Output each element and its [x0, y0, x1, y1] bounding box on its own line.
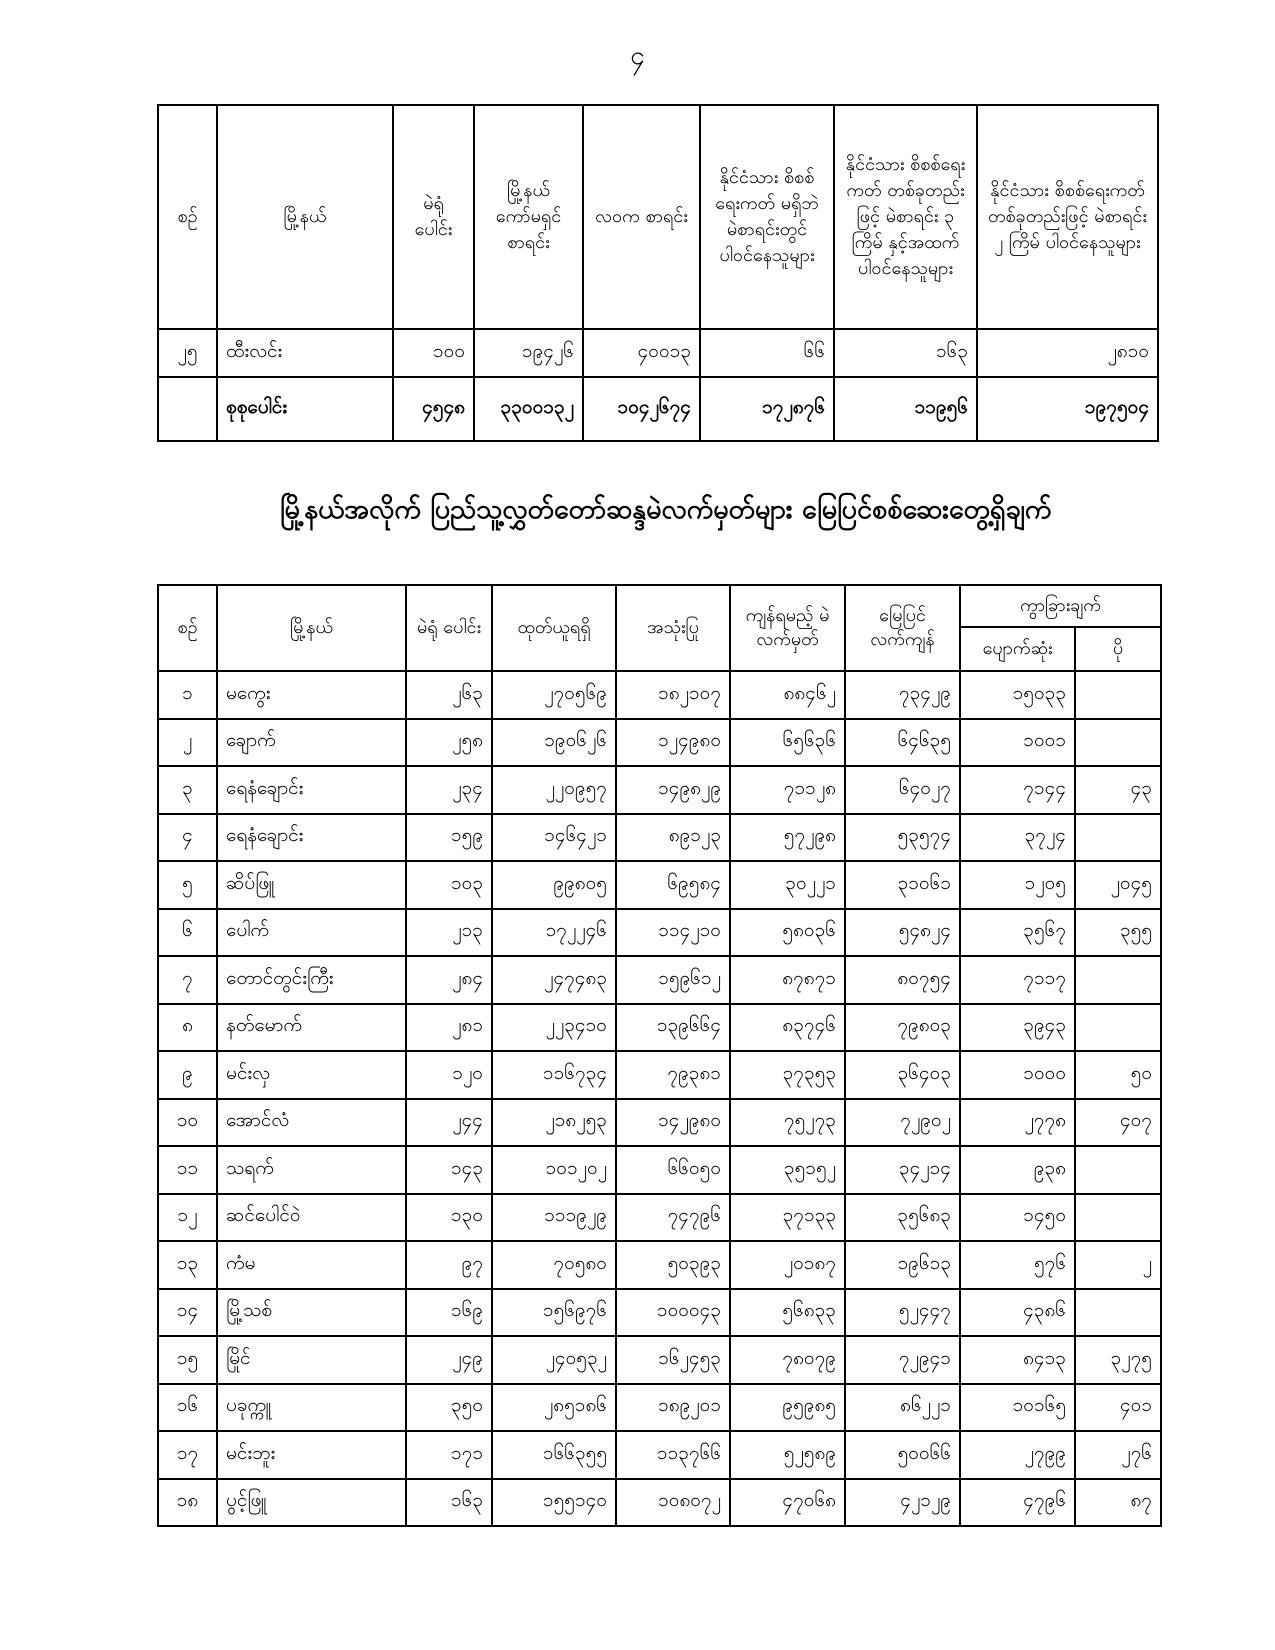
cell-township: မြိုင်	[217, 1336, 406, 1384]
cell-value: ၁၆၃	[834, 329, 977, 377]
cell-remaining: ၃၅၁၅၂	[730, 1146, 845, 1194]
cell-excess	[1075, 956, 1161, 1004]
cell-polling-stations: ၁၃၀	[406, 1194, 492, 1242]
table-row	[158, 329, 1158, 377]
cell-used: ၁၁၃၇၆၆	[616, 1431, 730, 1479]
cell-excess	[1075, 671, 1161, 719]
cell-polling-stations: ၁၀၃	[406, 861, 492, 909]
cell-excess: ၅၀	[1075, 1051, 1161, 1099]
cell-remaining: ၆၅၆၃၆	[730, 719, 845, 767]
cell-missing: ၃၅၆၇	[960, 909, 1075, 957]
header-used: အသုံးပြု	[616, 585, 730, 671]
table-row	[158, 814, 1161, 862]
cell-polling-stations: ၃၅၀	[406, 1384, 492, 1432]
table-row	[158, 1194, 1161, 1242]
cell-polling-stations: ၉၇	[406, 1241, 492, 1289]
table-row	[158, 1146, 1161, 1194]
cell-no: ၁၄	[158, 1289, 217, 1337]
cell-polling-stations: ၁၂၀	[406, 1051, 492, 1099]
cell-missing: ၂၇၉၉	[960, 1431, 1075, 1479]
cell-printed: ၁၄၆၄၂၁	[492, 814, 616, 862]
cell-printed: ၂၂၃၄၁၀	[492, 1004, 616, 1052]
cell-no: ၁၅	[158, 1336, 217, 1384]
cell-township: ချောက်	[217, 719, 406, 767]
cell-ground-balance: ၈၀၇၅၄	[845, 956, 960, 1004]
cell-township: ကံမ	[217, 1241, 406, 1289]
section-heading: မြို့နယ်အလိုက် ပြည်သူ့လွှတ်တော်ဆန္ဒမဲလက်မှတ်များ မြေပြင်စစ်ဆေးတွေ့ရှိချက်	[280, 494, 1052, 525]
cell-printed: ၁၅၆၉၇၆	[492, 1289, 616, 1337]
cell-printed: ၁၁၁၉၂၉	[492, 1194, 616, 1242]
cell-used: ၁၈၂၁၀၇	[616, 671, 730, 719]
table-row	[158, 1051, 1161, 1099]
cell-township: ဆင်ပေါင်ဝဲ	[217, 1194, 406, 1242]
cell-township: မြို့သစ်	[217, 1289, 406, 1337]
cell-used: ၁၈၉၂၀၁	[616, 1384, 730, 1432]
cell-value: ၆၆	[700, 329, 834, 377]
cell-excess: ၂၇၆	[1075, 1431, 1161, 1479]
cell-no: ၁၃	[158, 1241, 217, 1289]
cell-used: ၁၅၉၆၁၂	[616, 956, 730, 1004]
cell-township: ရေနံချောင်း	[217, 766, 406, 814]
cell-excess	[1075, 1289, 1161, 1337]
cell-used: ၁၆၂၄၅၃	[616, 1336, 730, 1384]
cell-missing: ၁၀၀၀	[960, 1051, 1075, 1099]
page-number: ၄	[630, 41, 645, 71]
cell-missing: ၇၁၁၇	[960, 956, 1075, 1004]
cell-missing: ၉၃၈	[960, 1146, 1075, 1194]
cell-polling-stations: ၂၁၃	[406, 909, 492, 957]
cell-remaining: ၈၈၄၆၂	[730, 671, 845, 719]
total-value: ၁၇၂၈၇၆	[700, 377, 834, 441]
table-row	[158, 861, 1161, 909]
cell-excess: ၃၅၅	[1075, 909, 1161, 957]
total-value: ၁၁၉၅၆	[834, 377, 977, 441]
cell-township: အောင်လံ	[217, 1099, 406, 1147]
cell-ground-balance: ၅၀၀၆၆	[845, 1431, 960, 1479]
cell-no: ၁၀	[158, 1099, 217, 1147]
cell-missing: ၁၂၀၅	[960, 861, 1075, 909]
cell-missing: ၁၀၀၁	[960, 719, 1075, 767]
cell-used: ၆၆၀၅၀	[616, 1146, 730, 1194]
total-value: ၃၃၀၀၁၃၂	[474, 377, 583, 441]
cell-ground-balance: ၅၃၅၇၄	[845, 814, 960, 862]
cell-ground-balance: ၆၄၆၃၅	[845, 719, 960, 767]
cell-remaining: ၄၇၀၆၈	[730, 1479, 845, 1527]
cell-printed: ၁၁၆၇၃၄	[492, 1051, 616, 1099]
summary-table	[157, 104, 1159, 442]
cell-printed: ၉၉၈၀၅	[492, 861, 616, 909]
cell-polling-stations: ၁၆၉	[406, 1289, 492, 1337]
cell-no: ၅	[158, 861, 217, 909]
cell-excess	[1075, 1146, 1161, 1194]
cell-polling-stations: ၂၃၄	[406, 766, 492, 814]
total-value: ၁၉၇၅၀၄	[977, 377, 1158, 441]
cell-polling-stations: ၂၄၉	[406, 1336, 492, 1384]
cell-remaining: ၈၇၈၇၁	[730, 956, 845, 1004]
cell-remaining: ၅၆၈၃၃	[730, 1289, 845, 1337]
cell-no: ၁၁	[158, 1146, 217, 1194]
cell-remaining: ၇၈၀၇၉	[730, 1336, 845, 1384]
cell-used: ၆၉၅၈၄	[616, 861, 730, 909]
cell-no: ၂	[158, 719, 217, 767]
cell-ground-balance: ၆၄၀၂၇	[845, 766, 960, 814]
cell-printed: ၁၆၆၃၅၅	[492, 1431, 616, 1479]
cell-printed: ၂၄၇၄၈၃	[492, 956, 616, 1004]
cell-township: ပေါက်	[217, 909, 406, 957]
cell-missing: ၃၉၄၃	[960, 1004, 1075, 1052]
header-polling-stations: မဲရုံ ပေါင်း	[393, 105, 474, 329]
cell-value: ၄၀၀၁၃	[583, 329, 700, 377]
cell-missing: ၅၇၆	[960, 1241, 1075, 1289]
cell-no: ၁၆	[158, 1384, 217, 1432]
cell-township: တောင်တွင်းကြီး	[217, 956, 406, 1004]
cell-excess: ၄၀၇	[1075, 1099, 1161, 1147]
table-row	[158, 766, 1161, 814]
cell-polling-stations: ၂၈၁	[406, 1004, 492, 1052]
cell-ground-balance: ၇၃၄၂၉	[845, 671, 960, 719]
cell-printed: ၁၅၅၁၄၀	[492, 1479, 616, 1527]
cell-no: ၁၇	[158, 1431, 217, 1479]
cell-value: ၂၈၁၀	[977, 329, 1158, 377]
cell-excess	[1075, 719, 1161, 767]
cell-excess: ၂	[1075, 1241, 1161, 1289]
cell-remaining: ၉၅၉၈၅	[730, 1384, 845, 1432]
cell-excess	[1075, 1004, 1161, 1052]
header-excess: ပို	[1075, 627, 1161, 671]
table-row	[158, 1289, 1161, 1337]
table-row	[158, 956, 1161, 1004]
cell-printed: ၂၈၅၁၈၆	[492, 1384, 616, 1432]
cell-ground-balance: ၄၂၁၂၉	[845, 1479, 960, 1527]
cell-missing: ၄၃၈၆	[960, 1289, 1075, 1337]
cell-no: ၃	[158, 766, 217, 814]
cell-ground-balance: ၃၅၆၈၃	[845, 1194, 960, 1242]
cell-no: ၂၅	[158, 329, 217, 377]
cell-missing: ၇၁၄၄	[960, 766, 1075, 814]
total-value: ၁၀၄၂၆၇၄	[583, 377, 700, 441]
cell-excess	[1075, 1194, 1161, 1242]
cell-remaining: ၃၇၃၅၃	[730, 1051, 845, 1099]
cell-value: ၁၉၄၂၆	[474, 329, 583, 377]
cell-empty	[158, 377, 217, 441]
cell-township: မကွေး	[217, 671, 406, 719]
cell-excess: ၈၇	[1075, 1479, 1161, 1527]
table-row	[158, 1336, 1161, 1384]
cell-excess: ၂၀၄၅	[1075, 861, 1161, 909]
header-missing: ပျောက်ဆုံး	[960, 627, 1075, 671]
table-row	[158, 909, 1161, 957]
cell-polling-stations: ၂၈၄	[406, 956, 492, 1004]
cell-no: ၁၈	[158, 1479, 217, 1527]
cell-printed: ၁၀၁၂၀၂	[492, 1146, 616, 1194]
total-label: စုစုပေါင်း	[217, 377, 393, 441]
cell-polling-stations: ၁၇၁	[406, 1431, 492, 1479]
cell-polling-stations: ၁၄၃	[406, 1146, 492, 1194]
cell-missing: ၂၇၇၈	[960, 1099, 1075, 1147]
header-no: စဉ်	[158, 585, 217, 671]
cell-remaining: ၅၂၅၈၉	[730, 1431, 845, 1479]
cell-ground-balance: ၇၉၈၀၃	[845, 1004, 960, 1052]
cell-missing: ၁၄၅၀	[960, 1194, 1075, 1242]
cell-no: ၇	[158, 956, 217, 1004]
cell-township: မင်းလှ	[217, 1051, 406, 1099]
table-row	[158, 1431, 1161, 1479]
cell-polling-stations: ၁၆၃	[406, 1479, 492, 1527]
cell-no: ၉	[158, 1051, 217, 1099]
cell-no: ၈	[158, 1004, 217, 1052]
header-polling-stations: မဲရုံ ပေါင်း	[406, 585, 492, 671]
header-printed: ထုတ်ယူရရှိ	[492, 585, 616, 671]
total-row	[158, 377, 1158, 441]
cell-used: ၁၁၄၂၁၀	[616, 909, 730, 957]
cell-township: ဆိပ်ဖြူ	[217, 861, 406, 909]
cell-remaining: ၈၃၇၄၆	[730, 1004, 845, 1052]
header-three-times: နိုင်ငံသား စိစစ်ရေးကတ် တစ်ခုတည်းဖြင့် မဲစာရင်း ၃ ကြိမ် နှင့်အထက် ပါဝင်နေသူများ	[834, 105, 977, 329]
cell-used: ၁၀၀၀၄၃	[616, 1289, 730, 1337]
cell-polling-stations: ၂၅၈	[406, 719, 492, 767]
cell-ground-balance: ၅၂၄၄၇	[845, 1289, 960, 1337]
cell-printed: ၁၉၀၆၂၆	[492, 719, 616, 767]
cell-missing: ၃၇၂၄	[960, 814, 1075, 862]
header-township: မြို့နယ်	[217, 105, 393, 329]
cell-used: ၁၄၉၈၂၉	[616, 766, 730, 814]
cell-missing: ၁၅၀၃၃	[960, 671, 1075, 719]
cell-township: ထီးလင်း	[217, 329, 393, 377]
cell-ground-balance: ၈၆၂၂၁	[845, 1384, 960, 1432]
cell-printed: ၂၇၀၅၆၉	[492, 671, 616, 719]
cell-remaining: ၂၀၁၈၇	[730, 1241, 845, 1289]
table-row	[158, 719, 1161, 767]
cell-printed: ၂၂၀၉၅၇	[492, 766, 616, 814]
cell-remaining: ၇၅၂၇၃	[730, 1099, 845, 1147]
cell-ground-balance: ၅၄၈၂၄	[845, 909, 960, 957]
cell-printed: ၁၇၂၂၄၆	[492, 909, 616, 957]
cell-polling-stations: ၂၆၃	[406, 671, 492, 719]
header-remaining: ကျန်ရမည့် မဲလက်မှတ်	[730, 585, 845, 671]
cell-printed: ၂၁၈၂၅၃	[492, 1099, 616, 1147]
header-township: မြို့နယ်	[217, 585, 406, 671]
header-no-id-card: နိုင်ငံသား စိစစ်ရေးကတ် မရှိဘဲ မဲစာရင်းတွင် ပါဝင်နေသူများ	[700, 105, 834, 329]
header-difference: ကွာခြားချက်	[960, 585, 1161, 627]
table-row	[158, 1099, 1161, 1147]
cell-ground-balance: ၇၂၉၀၂	[845, 1099, 960, 1147]
cell-used: ၇၉၃၈၁	[616, 1051, 730, 1099]
cell-township: ပခုက္ကူ	[217, 1384, 406, 1432]
cell-ground-balance: ၃၄၂၁၄	[845, 1146, 960, 1194]
cell-remaining: ၇၁၁၂၈	[730, 766, 845, 814]
cell-polling-stations: ၁၅၉	[406, 814, 492, 862]
table-header-row	[158, 105, 1158, 329]
cell-township: သရက်	[217, 1146, 406, 1194]
cell-township: မင်းဘူး	[217, 1431, 406, 1479]
cell-used: ၁၄၂၉၈၀	[616, 1099, 730, 1147]
cell-ground-balance: ၃၆၄၀၃	[845, 1051, 960, 1099]
cell-remaining: ၅၇၂၉၈	[730, 814, 845, 862]
cell-township: ပွင့်ဖြူ	[217, 1479, 406, 1527]
cell-township: နတ်မောက်	[217, 1004, 406, 1052]
cell-ground-balance: ၃၁၀၆၁	[845, 861, 960, 909]
cell-used: ၁၀၈၀၇၂	[616, 1479, 730, 1527]
cell-excess: ၄၃	[1075, 766, 1161, 814]
cell-remaining: ၃၇၁၃၃	[730, 1194, 845, 1242]
cell-missing: ၈၄၁၃	[960, 1336, 1075, 1384]
cell-no: ၆	[158, 909, 217, 957]
cell-remaining: ၃၀၂၂၁	[730, 861, 845, 909]
cell-missing: ၁၀၁၆၅	[960, 1384, 1075, 1432]
cell-value: ၁၀၀	[393, 329, 474, 377]
header-immigration-list: လဝက စာရင်း	[583, 105, 700, 329]
cell-no: ၁၂	[158, 1194, 217, 1242]
table-body	[158, 671, 1161, 1526]
cell-used: ၈၉၁၂၃	[616, 814, 730, 862]
table-row	[158, 1004, 1161, 1052]
cell-printed: ၂၄၀၅၃၂	[492, 1336, 616, 1384]
table-row	[158, 1384, 1161, 1432]
table-row	[158, 1479, 1161, 1527]
cell-excess: ၃၂၇၅	[1075, 1336, 1161, 1384]
header-ground-balance: မြေပြင် လက်ကျန်	[845, 585, 960, 671]
header-two-times: နိုင်ငံသား စိစစ်ရေးကတ် တစ်ခုတည်းဖြင့် မဲစာရင်း ၂ ကြိမ် ပါဝင်နေသူများ	[977, 105, 1158, 329]
table-row	[158, 1241, 1161, 1289]
cell-used: ၁၂၄၉၈၀	[616, 719, 730, 767]
cell-excess: ၄၀၁	[1075, 1384, 1161, 1432]
ballot-inspection-table	[157, 584, 1162, 1527]
table-header-row	[158, 585, 1161, 627]
cell-no: ၁	[158, 671, 217, 719]
cell-no: ၄	[158, 814, 217, 862]
cell-polling-stations: ၂၄၄	[406, 1099, 492, 1147]
total-value: ၄၅၄၈	[393, 377, 474, 441]
cell-ground-balance: ၇၂၉၄၁	[845, 1336, 960, 1384]
cell-used: ၁၃၉၆၆၄	[616, 1004, 730, 1052]
cell-missing: ၄၇၉၆	[960, 1479, 1075, 1527]
cell-township: ရေနံချောင်း	[217, 814, 406, 862]
header-no: စဉ်	[158, 105, 217, 329]
cell-remaining: ၅၈၀၃၆	[730, 909, 845, 957]
cell-excess	[1075, 814, 1161, 862]
cell-printed: ၇၀၅၈၀	[492, 1241, 616, 1289]
cell-used: ၇၄၇၉၆	[616, 1194, 730, 1242]
cell-used: ၅၀၃၉၃	[616, 1241, 730, 1289]
table-row	[158, 671, 1161, 719]
cell-ground-balance: ၁၉၆၁၃	[845, 1241, 960, 1289]
header-commission-list: မြို့နယ် ကော်မရှင် စာရင်း	[474, 105, 583, 329]
